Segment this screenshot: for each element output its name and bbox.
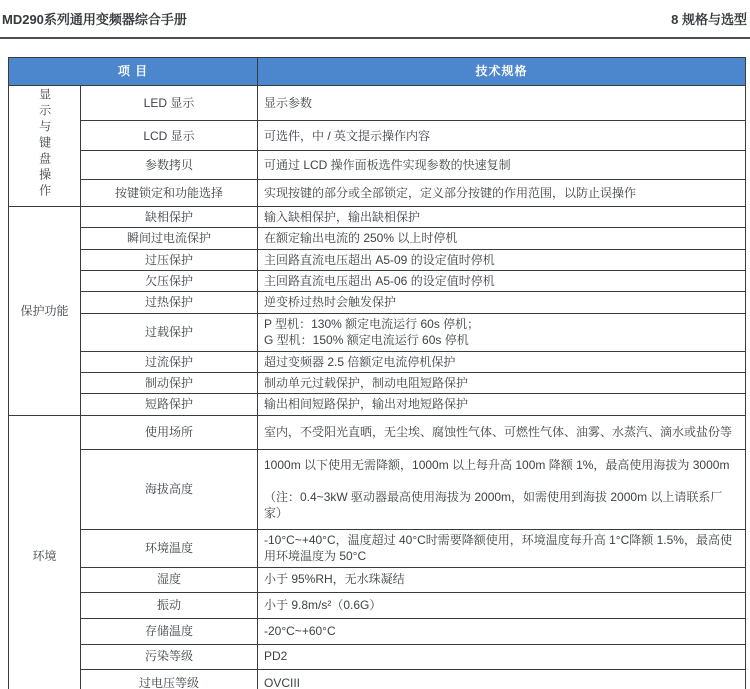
spec-cell: 小于 95%RH，无水珠凝结	[258, 567, 746, 592]
header-spec-col: 技术规格	[258, 58, 746, 86]
spec-cell: 可选件，中 / 英文提示操作内容	[258, 121, 746, 151]
item-cell: 污染等级	[81, 644, 258, 669]
table-row	[9, 394, 746, 415]
group-label: 显示与键盘操作	[37, 88, 52, 200]
spec-cell: P 型机：130% 额定电流运行 60s 停机； G 型机：150% 额定电流运行 60s 停机	[258, 313, 746, 351]
header-item-col: 项 目	[9, 58, 258, 86]
spec-cell: -20°C~+60°C	[258, 618, 746, 644]
spec-cell: 实现按键的部分或全部锁定，定义部分按键的作用范围，以防止误操作	[258, 179, 746, 207]
group-label: 保护功能	[20, 303, 69, 318]
item-cell: 过流保护	[81, 351, 258, 372]
table-header-row	[9, 58, 746, 86]
manual-title: MD290系列通用变频器综合手册	[2, 12, 187, 27]
item-cell: 按键锁定和功能选择	[81, 179, 258, 207]
group-label-cell	[9, 415, 81, 689]
table-row	[9, 373, 746, 394]
spec-cell: -10°C~+40°C，温度超过 40°C时需要降额使用，环境温度每升高 1°C降额 1.5%，最高使用环境温度为 50°C	[258, 529, 746, 567]
spec-cell: 室内，不受阳光直晒，无尘埃、腐蚀性气体、可燃性气体、油雾、水蒸汽、滴水或盐份等	[258, 415, 746, 449]
item-cell: 过压保护	[81, 249, 258, 270]
item-cell: 缺相保护	[81, 207, 258, 228]
spec-cell: 主回路直流电压超出 A5-09 的设定值时停机	[258, 249, 746, 270]
spec-cell: 在额定输出电流的 250% 以上时停机	[258, 228, 746, 249]
item-cell: 欠压保护	[81, 270, 258, 291]
table-row	[9, 179, 746, 207]
spec-cell: PD2	[258, 644, 746, 669]
spec-cell: 输出相间短路保护，输出对地短路保护	[258, 394, 746, 415]
table-row	[9, 618, 746, 644]
item-cell: 环境温度	[81, 529, 258, 567]
spec-cell: 逆变桥过热时会触发保护	[258, 291, 746, 313]
group-label-cell	[9, 86, 81, 207]
table-row	[9, 529, 746, 567]
spec-cell: 可通过 LCD 操作面板选件实现参数的快速复制	[258, 150, 746, 179]
spec-cell: OVCIII	[258, 669, 746, 689]
spec-cell: 小于 9.8m/s²（0.6G）	[258, 592, 746, 618]
table-row	[9, 313, 746, 351]
item-cell: 振动	[81, 592, 258, 618]
table-row	[9, 567, 746, 592]
table-row	[9, 121, 746, 151]
table-row	[9, 351, 746, 372]
table-row	[9, 150, 746, 179]
spec-cell: 主回路直流电压超出 A5-06 的设定值时停机	[258, 270, 746, 291]
table-row	[9, 644, 746, 669]
spec-table	[8, 57, 746, 689]
table-row	[9, 291, 746, 313]
item-cell: 湿度	[81, 567, 258, 592]
table-row	[9, 449, 746, 529]
spec-cell: 输入缺相保护，输出缺相保护	[258, 207, 746, 228]
item-cell: 过载保护	[81, 313, 258, 351]
group-label: 环境	[32, 549, 57, 564]
item-cell: 制动保护	[81, 373, 258, 394]
table-row	[9, 228, 746, 249]
item-cell: 过电压等级	[81, 669, 258, 689]
item-cell: 使用场所	[81, 415, 258, 449]
spec-cell: 制动单元过载保护，制动电阻短路保护	[258, 373, 746, 394]
item-cell: LCD 显示	[81, 121, 258, 151]
table-row	[9, 207, 746, 228]
spec-cell: 显示参数	[258, 86, 746, 121]
chapter-title: 8 规格与选型	[671, 12, 747, 27]
page-running-header	[0, 0, 750, 39]
table-row	[9, 415, 746, 449]
item-cell: 短路保护	[81, 394, 258, 415]
item-cell: LED 显示	[81, 86, 258, 121]
item-cell: 瞬间过电流保护	[81, 228, 258, 249]
group-label-cell	[9, 207, 81, 415]
spec-cell: 1000m 以下使用无需降额，1000m 以上每升高 100m 降额 1%，最高使用海拔为 3000m （注：0.4~3kW 驱动器最高使用海拔为 2000m，如需使用到海拔 2000m 以上请联系厂家）	[258, 449, 746, 529]
table-row	[9, 592, 746, 618]
item-cell: 海拔高度	[81, 449, 258, 529]
table-row	[9, 270, 746, 291]
spec-cell: 超过变频器 2.5 倍额定电流停机保护	[258, 351, 746, 372]
table-row	[9, 86, 746, 121]
item-cell: 存储温度	[81, 618, 258, 644]
table-row	[9, 249, 746, 270]
item-cell: 过热保护	[81, 291, 258, 313]
item-cell: 参数拷贝	[81, 150, 258, 179]
table-row	[9, 669, 746, 689]
